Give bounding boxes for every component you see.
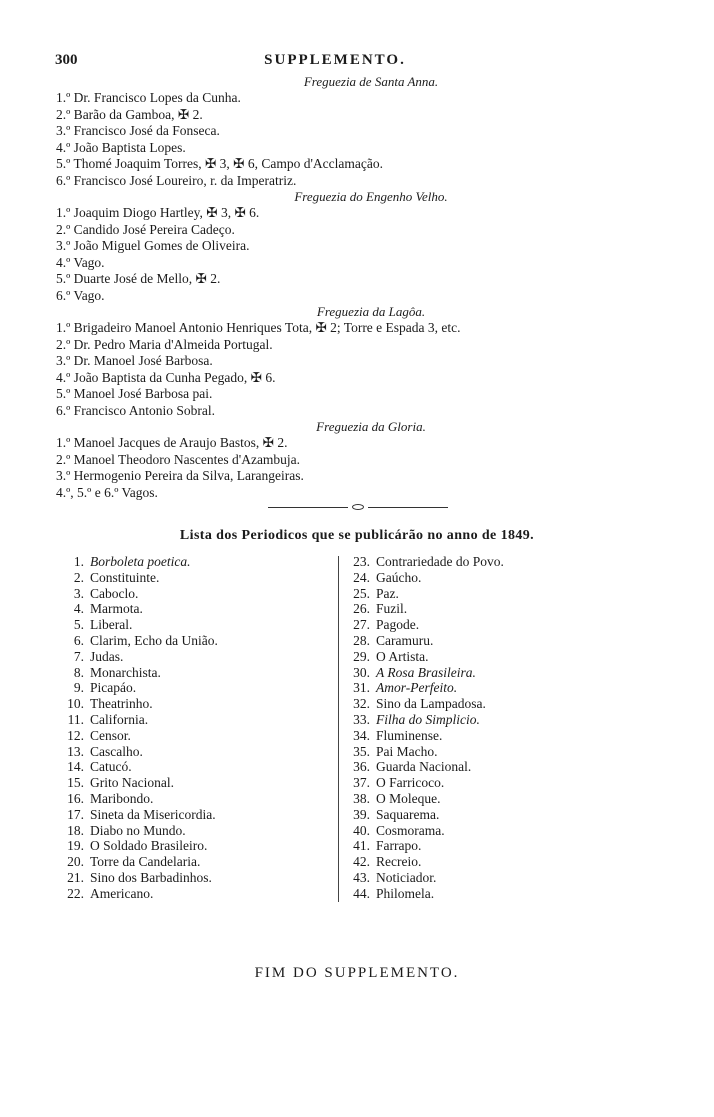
periodical-number: 9. <box>73 680 84 696</box>
periodical-item <box>60 554 390 570</box>
periodical-item <box>60 823 390 839</box>
periodical-number: 14. <box>67 759 84 775</box>
periodical-number: 7. <box>73 648 84 664</box>
periodical-item <box>60 649 390 665</box>
periodical-number: 21. <box>67 869 84 885</box>
periodical-title: Caramuru. <box>376 632 434 648</box>
parish-entry: 4.º João Baptista Lopes. <box>56 139 186 155</box>
periodical-number: 10. <box>67 696 84 712</box>
periodical-title: Clarim, Echo da União. <box>90 632 218 648</box>
periodical-item <box>346 775 676 791</box>
periodical-item <box>346 807 676 823</box>
periodical-title: Picapáo. <box>90 680 137 696</box>
periodical-title: Cascalho. <box>90 743 143 759</box>
parish-entry: 1.º Manoel Jacques de Araujo Bastos, ✠ 2. <box>56 435 288 450</box>
periodical-item <box>60 759 390 775</box>
periodical-item <box>346 870 676 886</box>
periodical-item <box>60 617 390 633</box>
parish-entry: 2.º Manoel Theodoro Nascentes d'Azambuja. <box>56 451 301 467</box>
periodical-number: 43. <box>353 869 370 885</box>
parish-entry: 4.º João Baptista da Cunha Pegado, ✠ 6. <box>56 369 276 385</box>
periodical-number: 41. <box>353 838 370 854</box>
periodical-number: 6. <box>73 632 84 648</box>
periodical-title: Torre da Candelaria. <box>90 854 201 870</box>
periodicals-column-left <box>60 554 390 902</box>
periodical-number: 8. <box>73 664 84 680</box>
periodical-title: Pagode. <box>376 617 420 633</box>
periodical-title: Sino da Lampadosa. <box>376 696 486 712</box>
periodical-title: Saquarema. <box>376 806 440 822</box>
periodical-number: 18. <box>67 822 84 838</box>
periodical-item <box>60 744 390 760</box>
periodical-title: Gaúcho. <box>376 569 422 585</box>
periodical-title: Americano. <box>90 885 154 901</box>
periodical-number: 36. <box>353 759 370 775</box>
periodical-number: 12. <box>67 727 84 743</box>
parish-title: Freguezia da Gloria. <box>316 419 426 434</box>
periodical-number: 3. <box>73 585 84 601</box>
periodical-item <box>60 775 390 791</box>
periodical-item <box>346 601 676 617</box>
periodical-title: Cosmorama. <box>376 822 445 838</box>
periodical-item <box>346 665 676 681</box>
periodical-number: 4. <box>73 601 84 617</box>
periodical-title: O Farricoco. <box>376 775 445 791</box>
divider-ornament-icon <box>352 504 364 510</box>
periodical-number: 40. <box>353 822 370 838</box>
periodical-item <box>60 870 390 886</box>
page-header <box>55 52 615 72</box>
periodical-number: 5. <box>73 617 84 633</box>
periodicals-list <box>0 554 714 914</box>
periodical-title: O Artista. <box>376 648 429 664</box>
periodical-number: 33. <box>353 711 370 727</box>
periodical-title: Caboclo. <box>90 585 139 601</box>
periodical-item <box>346 554 676 570</box>
periodical-item <box>346 823 676 839</box>
periodical-number: 29. <box>353 648 370 664</box>
parish-entry: 2.º Barão da Gamboa, ✠ 2. <box>56 106 203 122</box>
periodical-item <box>60 570 390 586</box>
periodical-item <box>346 854 676 870</box>
periodical-item <box>346 633 676 649</box>
periodical-number: 24. <box>353 569 370 585</box>
parish-section <box>56 304 616 419</box>
periodical-number: 20. <box>67 854 84 870</box>
parish-entry: 5.º Thomé Joaquim Torres, ✠ 3, ✠ 6, Campo d'Acclamação. <box>56 156 383 171</box>
periodical-title: Guarda Nacional. <box>376 759 472 775</box>
periodical-title: Monarchista. <box>90 664 161 680</box>
periodical-item <box>346 791 676 807</box>
periodical-item <box>346 586 676 602</box>
periodical-title: Borboleta poetica. <box>90 554 191 569</box>
periodical-number: 17. <box>67 806 84 822</box>
page-number: 300 <box>55 52 78 68</box>
parish-entry: 3.º Hermogenio Pereira da Silva, Larangeiras. <box>56 468 304 483</box>
parish-section <box>56 189 616 304</box>
running-title: SUPPLEMENTO. <box>264 52 406 68</box>
periodical-title: A Rosa Brasileira. <box>376 664 476 680</box>
periodical-item <box>60 886 390 902</box>
periodical-title: Filha do Simplicio. <box>376 711 480 727</box>
periodical-item <box>346 728 676 744</box>
periodical-title: Farrapo. <box>376 838 422 854</box>
periodical-title: Pai Macho. <box>376 743 438 759</box>
periodical-item <box>60 665 390 681</box>
periodical-item <box>346 712 676 728</box>
periodical-title: Catucó. <box>90 759 132 775</box>
periodical-number: 32. <box>353 696 370 712</box>
parish-entry: 6.º Francisco Antonio Sobral. <box>56 402 216 418</box>
periodicals-column-right <box>346 554 676 902</box>
divider-line <box>368 507 448 508</box>
periodical-number: 27. <box>353 617 370 633</box>
periodical-item <box>60 633 390 649</box>
periodicals-title: Lista dos Periodicos que se publicárão no anno de 1849. <box>179 528 535 543</box>
parish-lists <box>56 74 616 501</box>
parish-entry: 1.º Brigadeiro Manoel Antonio Henriques Tota, ✠ 2; Torre e Espada 3, etc. <box>56 320 461 335</box>
periodical-title: Noticiador. <box>376 869 437 885</box>
periodical-item <box>346 886 676 902</box>
periodical-number: 25. <box>353 585 370 601</box>
periodical-number: 35. <box>353 743 370 759</box>
periodical-item <box>346 570 676 586</box>
periodical-item <box>60 791 390 807</box>
periodical-number: 22. <box>67 885 84 901</box>
periodical-number: 42. <box>353 854 370 870</box>
periodical-item <box>60 696 390 712</box>
parish-entry: 1.º Joaquim Diogo Hartley, ✠ 3, ✠ 6. <box>56 205 260 220</box>
periodical-title: Paz. <box>376 585 399 601</box>
periodical-title: Fluminense. <box>376 727 443 743</box>
parish-entry: 3.º Dr. Manoel José Barbosa. <box>56 353 213 368</box>
periodical-item <box>346 744 676 760</box>
periodical-title: Liberal. <box>90 617 133 633</box>
parish-entry: 1.º Dr. Francisco Lopes da Cunha. <box>56 90 241 105</box>
periodical-number: 11. <box>67 711 84 727</box>
parish-entry: 6.º Francisco José Loureiro, r. da Imperatriz. <box>56 172 297 188</box>
periodical-item <box>346 617 676 633</box>
column-divider <box>338 556 339 902</box>
periodical-number: 28. <box>353 632 370 648</box>
periodical-number: 26. <box>353 601 370 617</box>
parish-section <box>56 419 616 501</box>
divider-line <box>268 507 348 508</box>
periodical-title: O Soldado Brasileiro. <box>90 838 208 854</box>
periodical-number: 34. <box>353 727 370 743</box>
periodical-title: Diabo no Mundo. <box>90 822 186 838</box>
periodical-title: Censor. <box>90 727 131 743</box>
periodical-item <box>60 728 390 744</box>
periodical-number: 39. <box>353 806 370 822</box>
periodical-item <box>346 838 676 854</box>
periodical-item <box>346 696 676 712</box>
periodical-title: Amor-Perfeito. <box>376 680 458 696</box>
periodical-title: Maribondo. <box>90 790 154 806</box>
parish-entry: 5.º Manoel José Barbosa pai. <box>56 386 213 401</box>
periodical-number: 44. <box>353 885 370 901</box>
parish-title: Freguezia de Santa Anna. <box>303 74 439 89</box>
periodical-title: Sino dos Barbadinhos. <box>90 869 212 885</box>
periodical-title: Sineta da Misericordia. <box>90 806 216 822</box>
periodical-title: Fuzil. <box>376 601 408 617</box>
periodical-title: Theatrinho. <box>90 696 153 712</box>
periodical-number: 37. <box>353 775 370 791</box>
periodical-number: 13. <box>67 743 84 759</box>
periodical-item <box>60 838 390 854</box>
parish-entry: 2.º Dr. Pedro Maria d'Almeida Portugal. <box>56 336 273 352</box>
parish-entry: 3.º Francisco José da Fonseca. <box>56 123 220 138</box>
ornamental-divider <box>268 504 448 510</box>
periodical-number: 38. <box>353 790 370 806</box>
periodical-number: 31. <box>353 680 370 696</box>
periodical-title: Marmota. <box>90 601 143 617</box>
parish-title: Freguezia do Engenho Velho. <box>294 189 448 204</box>
periodical-number: 15. <box>67 775 84 791</box>
parish-entry: 4.º, 5.º e 6.º Vagos. <box>56 484 158 500</box>
periodical-title: Grito Nacional. <box>90 775 174 791</box>
periodical-title: Judas. <box>90 648 124 664</box>
periodical-number: 16. <box>67 790 84 806</box>
periodical-item <box>60 712 390 728</box>
parish-entry: 6.º Vago. <box>56 287 105 303</box>
periodical-title: Philomela. <box>376 885 435 901</box>
parish-section <box>56 74 616 189</box>
parish-entry: 5.º Duarte José de Mello, ✠ 2. <box>56 271 221 286</box>
periodical-number: 23. <box>353 554 370 569</box>
periodical-item <box>60 807 390 823</box>
periodical-item <box>60 680 390 696</box>
periodical-item <box>60 586 390 602</box>
periodical-item <box>346 759 676 775</box>
parish-entry: 3.º João Miguel Gomes de Oliveira. <box>56 238 250 253</box>
periodical-number: 30. <box>353 664 370 680</box>
periodical-title: O Moleque. <box>376 790 441 806</box>
periodical-item <box>60 854 390 870</box>
periodical-number: 1. <box>73 554 84 569</box>
periodical-title: Recreio. <box>376 854 422 870</box>
periodical-item <box>346 680 676 696</box>
closing-line: FIM DO SUPPLEMENTO. <box>254 965 460 981</box>
periodical-title: Contrariedade do Povo. <box>376 554 504 569</box>
periodical-item <box>346 649 676 665</box>
periodical-title: California. <box>90 711 149 727</box>
periodical-item <box>60 601 390 617</box>
parish-entry: 4.º Vago. <box>56 254 105 270</box>
parish-title: Freguezia da Lagôa. <box>316 304 426 319</box>
periodical-number: 2. <box>73 569 84 585</box>
periodical-title: Constituinte. <box>90 569 160 585</box>
parish-entry: 2.º Candido José Pereira Cadeço. <box>56 221 235 237</box>
periodical-number: 19. <box>67 838 84 854</box>
